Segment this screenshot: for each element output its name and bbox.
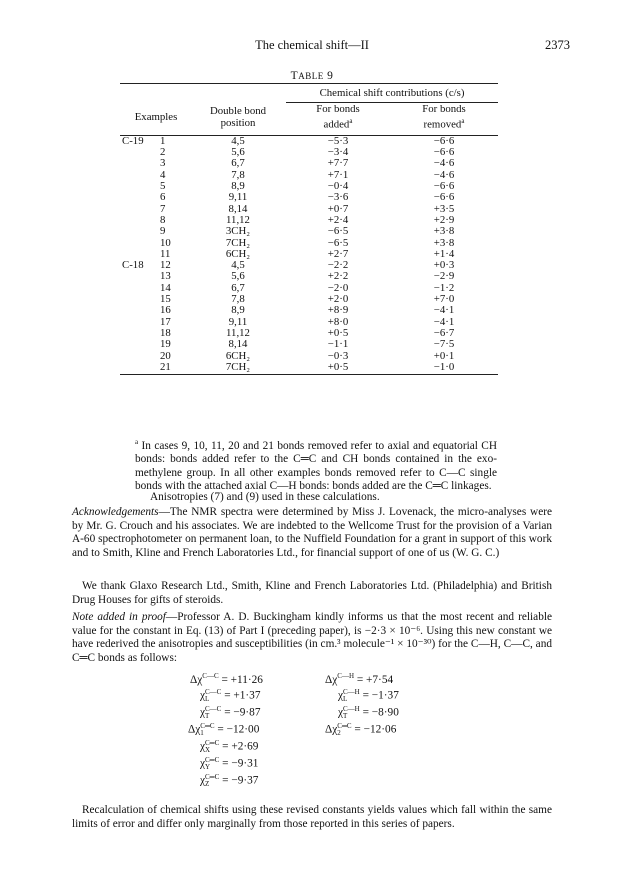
row-bond-position: 3CH₂ bbox=[225, 225, 251, 238]
row-value-removed: +7·0 bbox=[433, 293, 455, 306]
row-group-label bbox=[120, 192, 160, 203]
row-value-removed: +0·3 bbox=[433, 259, 455, 272]
row-bond-position: 7,8 bbox=[231, 168, 245, 181]
row-group-label bbox=[120, 328, 160, 339]
table-row bbox=[120, 362, 498, 375]
row-group-label bbox=[120, 181, 160, 192]
row-group-label bbox=[120, 294, 160, 305]
row-example-number: 13 bbox=[160, 270, 171, 283]
row-bond-position: 6,7 bbox=[231, 157, 245, 170]
row-value-removed: +0·1 bbox=[433, 349, 455, 362]
row-value-removed: +3·5 bbox=[433, 202, 455, 215]
row-value-removed: −6·6 bbox=[433, 146, 455, 159]
row-bond-position: 8,14 bbox=[228, 202, 248, 215]
row-value-added: +7·7 bbox=[327, 157, 349, 170]
equation-left-3: χC—C T = −9·87 bbox=[200, 705, 261, 720]
row-value-added: −6·5 bbox=[327, 236, 349, 249]
table-row bbox=[120, 305, 498, 316]
row-value-removed: −4·1 bbox=[433, 304, 455, 317]
acknowledgements-paragraph: Acknowledgements—The NMR spectra were determined by Miss J. Lovenack, the micro-analyses were by Mr. G. Crouch and his associates. We are indebted to the Wellcome Trust for the provision of a Varian A-60 spectrophotometer on permanent loan, to the Nuffield Foundation for a grant in support of this work and to Smith, Kline and French Laboratories Ltd., for financial support of one of us (W. G. C.) bbox=[72, 506, 552, 559]
row-group-label: C-18 bbox=[122, 259, 144, 272]
row-bond-position: 7CH₂ bbox=[190, 362, 286, 375]
thanks-paragraph: We thank Glaxo Research Ltd., Smith, Kline and French Laboratories Ltd. (Philadelphia) and British Drug Houses for gifts of steroids. bbox=[72, 580, 552, 606]
row-example-number: 15 bbox=[160, 293, 171, 306]
row-bond-position: 8,9 bbox=[231, 180, 245, 193]
row-value-added: +2·2 bbox=[327, 270, 349, 283]
row-value-added: −3·4 bbox=[327, 146, 349, 159]
anisotropies-note: Anisotropies (7) and (9) used in these calculations. bbox=[150, 491, 380, 503]
row-bond-position: 4,5 bbox=[231, 259, 245, 272]
row-value-removed: +3·8 bbox=[433, 225, 455, 238]
row-example-number: 9 bbox=[160, 225, 166, 238]
row-bond-position: 5,6 bbox=[231, 146, 245, 159]
table-caption: TABLE 9 bbox=[290, 70, 334, 82]
table-row bbox=[120, 226, 498, 237]
row-example-number: 16 bbox=[160, 304, 171, 317]
row-bond-position: 11,12 bbox=[226, 213, 250, 226]
row-bond-position: 6,7 bbox=[231, 281, 245, 294]
row-bond-position: 9,11 bbox=[228, 315, 248, 328]
row-example-number: 17 bbox=[160, 315, 171, 328]
row-group-label bbox=[120, 362, 160, 375]
row-bond-position: 8,9 bbox=[231, 304, 245, 317]
running-header-title: The chemical shift—II bbox=[255, 38, 369, 52]
row-example-number: 5 bbox=[160, 180, 166, 193]
row-group-label bbox=[120, 271, 160, 282]
row-example-number: 21 bbox=[160, 362, 190, 375]
equation-left-2: χC—C L = +1·37 bbox=[200, 688, 261, 703]
row-example-number: 7 bbox=[160, 202, 166, 215]
equation-left-7: χC═C Z = −9·37 bbox=[200, 773, 259, 788]
col-header-removed: For bonds removed$^a$ bbox=[390, 103, 498, 136]
row-group-label bbox=[120, 317, 160, 328]
row-group-label: C-19 bbox=[122, 134, 144, 147]
row-bond-position: 9,11 bbox=[228, 191, 248, 204]
row-value-removed: −2·9 bbox=[433, 270, 455, 283]
equation-left-6: χC═C Y = −9·31 bbox=[200, 756, 259, 771]
row-bond-position: 11,12 bbox=[226, 326, 250, 339]
row-value-added: −6·5 bbox=[327, 225, 349, 238]
recalculation-paragraph: Recalculation of chemical shifts using these revised constants yields values which fall within the same limits of error and differ only marginally from those reported in this series of papers. bbox=[72, 804, 552, 830]
row-example-number: 12 bbox=[160, 259, 171, 272]
row-group-label bbox=[120, 204, 160, 215]
row-value-added: −0·3 bbox=[327, 349, 349, 362]
row-example-number: 2 bbox=[160, 146, 166, 159]
row-value-removed: −6·6 bbox=[433, 180, 455, 193]
col-header-examples: Examples bbox=[120, 103, 190, 136]
row-example-number: 8 bbox=[160, 213, 166, 226]
table-footnote: $^a$ In cases 9, 10, 11, 20 and 21 bonds removed refer to axial and equatorial CH bonds: bonds added refer to the C═C and CH bonds contained in the exo-methylene group. In all other examples bonds removed refer to C—C single bonds with the attached axial C—H bonds: bonds added are the C═C linkages. bbox=[135, 438, 497, 493]
row-value-added: −2·2 bbox=[327, 259, 349, 272]
row-group-label bbox=[120, 215, 160, 226]
row-value-removed: −6·7 bbox=[433, 326, 455, 339]
row-bond-position: 5,6 bbox=[231, 270, 245, 283]
equation-right-4: ΔχC═C 2 = −12·06 bbox=[325, 722, 397, 737]
row-example-number: 14 bbox=[160, 281, 171, 294]
row-value-added: +2·4 bbox=[327, 213, 349, 226]
col-header-position: Double bond position bbox=[190, 103, 286, 136]
row-group-label bbox=[120, 158, 160, 169]
spanning-header: Chemical shift contributions (c/s) bbox=[286, 84, 498, 103]
table-9 bbox=[120, 83, 498, 375]
row-value-removed: +3·8 bbox=[433, 236, 455, 249]
equation-right-3: χC—H T = −8·90 bbox=[338, 705, 399, 720]
row-value-added: +7·1 bbox=[327, 168, 349, 181]
equation-left-1: $\Delta\chi^{C—C} = +11\cdot 26$ bbox=[190, 672, 263, 686]
row-value-added: −5·3 bbox=[327, 134, 349, 147]
row-example-number: 20 bbox=[160, 349, 171, 362]
row-group-label bbox=[120, 170, 160, 181]
row-value-removed: +2·9 bbox=[433, 213, 455, 226]
row-group-label bbox=[120, 238, 160, 249]
row-bond-position: 6CH₂ bbox=[225, 349, 251, 362]
row-value-added: +8·9 bbox=[327, 304, 349, 317]
row-example-number: 11 bbox=[160, 247, 171, 260]
table-row bbox=[120, 339, 498, 350]
note-in-proof-paragraph: Note added in proof—Professor A. D. Buckingham kindly informs us that the most recent and reliable value for the constant in Eq. (13) of Part I (preceding paper), is −2·3 × 10⁻⁶. Using this new constant we have rederived the anisotropies and susceptibilities (in cm.³ molecule⁻¹ × 10⁻³⁰) for the C—H, C—C, and C═C bonds as follows: bbox=[72, 611, 552, 664]
row-bond-position: 7,8 bbox=[231, 293, 245, 306]
row-bond-position: 4,5 bbox=[231, 134, 245, 147]
equation-right-2: χC—H L = −1·37 bbox=[338, 688, 399, 703]
equation-left-5: χC═C X = +2·69 bbox=[200, 739, 259, 754]
row-example-number: 6 bbox=[160, 191, 166, 204]
col-header-added: For bonds added$^a$ bbox=[286, 103, 390, 136]
row-example-number: 3 bbox=[160, 157, 166, 170]
row-group-label bbox=[120, 305, 160, 316]
row-example-number: 1 bbox=[160, 134, 166, 147]
row-example-number: 4 bbox=[160, 168, 166, 181]
row-value-removed: −7·5 bbox=[433, 338, 455, 351]
row-value-added: +0·7 bbox=[327, 202, 349, 215]
row-value-removed: +1·4 bbox=[433, 247, 455, 260]
row-example-number: 10 bbox=[160, 236, 171, 249]
row-bond-position: 8,14 bbox=[228, 338, 248, 351]
equation-right-1: $\Delta\chi^{C—H} = +7\cdot 54$ bbox=[325, 672, 394, 686]
row-bond-position: 7CH₂ bbox=[225, 236, 251, 249]
row-group-label bbox=[120, 283, 160, 294]
row-group-label bbox=[120, 226, 160, 237]
row-value-added: +0·5 bbox=[286, 362, 390, 375]
row-value-removed: −6·6 bbox=[433, 191, 455, 204]
row-example-number: 18 bbox=[160, 326, 171, 339]
row-value-added: +2·7 bbox=[327, 247, 349, 260]
row-value-added: +2·0 bbox=[327, 293, 349, 306]
row-value-removed: −4·1 bbox=[433, 315, 455, 328]
row-group-label bbox=[120, 339, 160, 350]
row-value-removed: −1·2 bbox=[433, 281, 455, 294]
row-value-added: +8·0 bbox=[327, 315, 349, 328]
row-value-added: −0·4 bbox=[327, 180, 349, 193]
row-value-added: −2·0 bbox=[327, 281, 349, 294]
row-value-added: −1·1 bbox=[327, 338, 349, 351]
row-value-added: +0·5 bbox=[327, 326, 349, 339]
row-example-number: 19 bbox=[160, 338, 171, 351]
equation-left-4: ΔχC═C 1 = −12·00 bbox=[188, 722, 260, 737]
row-group-label bbox=[120, 351, 160, 362]
row-bond-position: 6CH₂ bbox=[225, 247, 251, 260]
table-row bbox=[120, 192, 498, 203]
page-number: 2373 bbox=[545, 38, 570, 52]
row-value-added: −3·6 bbox=[327, 191, 349, 204]
row-group-label bbox=[120, 147, 160, 158]
row-value-removed: −4·6 bbox=[433, 168, 455, 181]
row-value-removed: −6·6 bbox=[433, 134, 455, 147]
row-value-removed: −4·6 bbox=[433, 157, 455, 170]
row-value-removed: −1·0 bbox=[390, 362, 498, 375]
